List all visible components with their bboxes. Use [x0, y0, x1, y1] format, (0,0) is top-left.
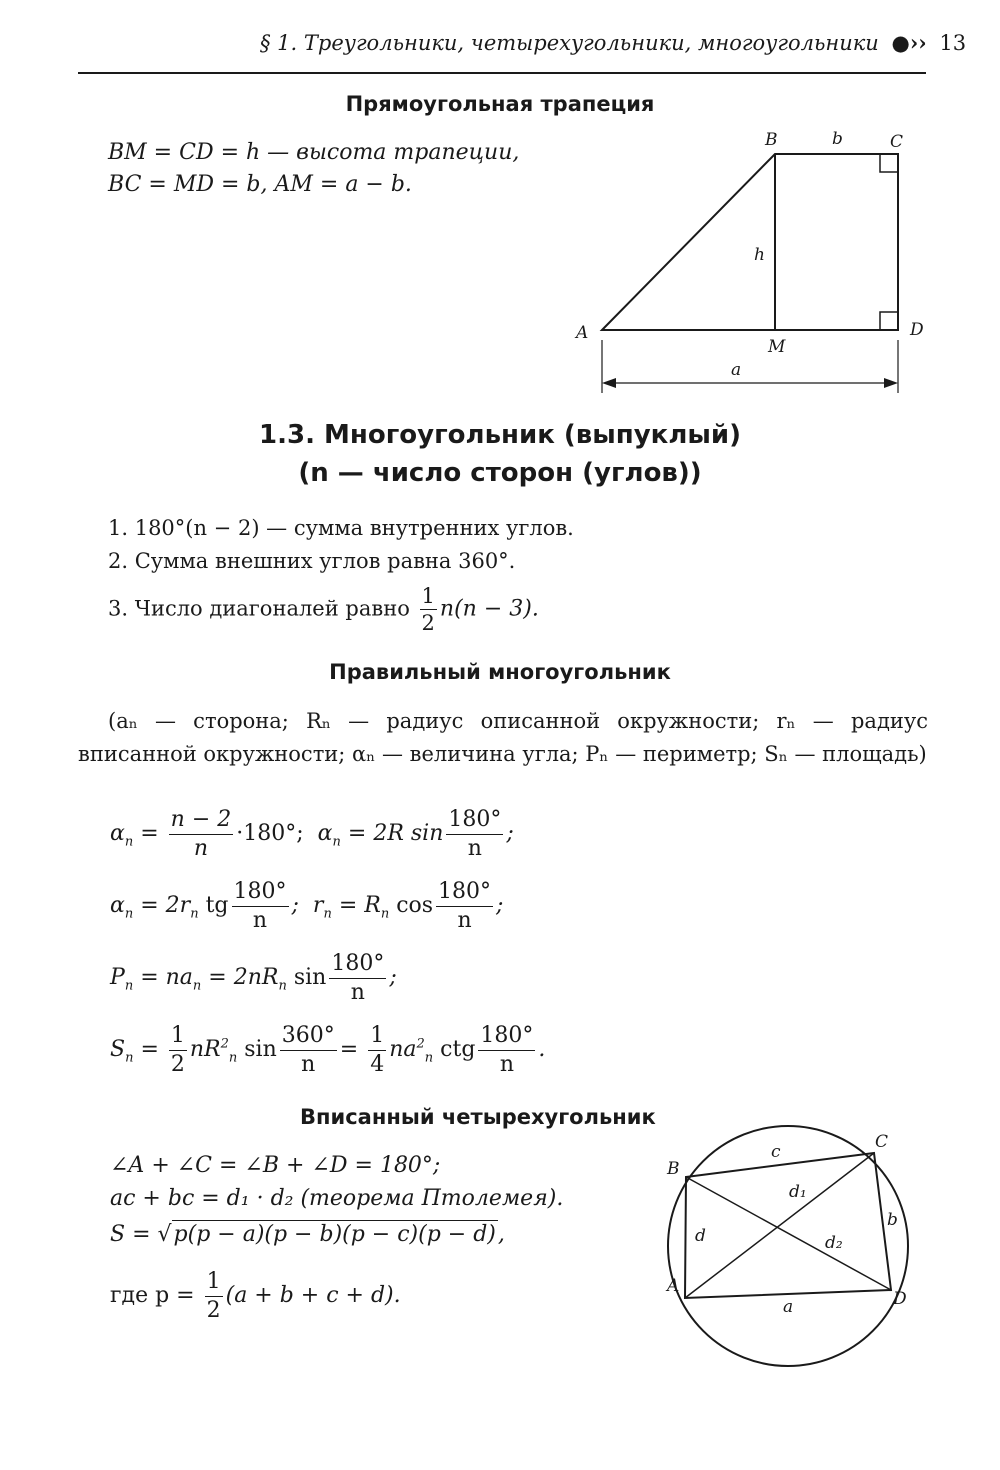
quad-label-B: B	[667, 1159, 680, 1179]
regular-polygon-description: (aₙ — сторона; Rₙ — радиус описанной окружности; rₙ — радиус вписанной окружности; αₙ — величина угла; Pₙ — периметр; Sₙ — площадь)	[78, 709, 928, 766]
f4-sin: sin	[244, 1037, 277, 1062]
list-item-3	[108, 583, 539, 637]
inscribed-quad-figure	[655, 1115, 925, 1380]
f4-frac1-den: 2	[170, 1051, 185, 1077]
f1-tail: ·180°;	[236, 821, 304, 846]
f4-a: S	[110, 1037, 126, 1062]
quad-label-a: a	[783, 1297, 794, 1317]
f2-d: r	[312, 893, 324, 918]
label-a: a	[731, 360, 742, 380]
f4-den-2: n	[499, 1051, 514, 1077]
f2-den: n	[252, 907, 268, 933]
f3-sin: sin	[293, 965, 327, 990]
page-number: 13	[939, 31, 967, 55]
quad-label-C: C	[875, 1132, 889, 1152]
f4-frac2-den: 4	[370, 1051, 385, 1077]
trapezoid-line-1: BM = CD = h — высота трапеции,	[108, 140, 520, 165]
f1-den: n	[193, 835, 209, 861]
quad-label-D: D	[893, 1289, 907, 1309]
alpha-symbol-3: α	[110, 893, 125, 918]
label-A: A	[576, 323, 589, 343]
f4-frac2-num: 1	[368, 1022, 386, 1051]
f4-num: 360°	[280, 1022, 337, 1051]
f2-e: = R	[338, 893, 381, 918]
quad-label-d: d	[695, 1226, 706, 1246]
area-prefix: S =	[110, 1222, 151, 1247]
alpha-symbol-2: α	[317, 821, 333, 846]
list-item-3-prefix: 3. Число диагоналей равно	[108, 596, 410, 621]
line4-den: 2	[206, 1297, 221, 1323]
quad-label-d1: d₁	[789, 1182, 807, 1202]
label-M: M	[768, 337, 786, 357]
header-rule	[78, 72, 926, 74]
trapezoid-outline	[602, 154, 898, 330]
f2-tg: tg	[205, 893, 229, 918]
f4-ctg: ctg	[440, 1037, 476, 1062]
f4-d: na	[389, 1037, 417, 1062]
quad-label-c: c	[771, 1142, 781, 1162]
quad-label-b: b	[887, 1210, 898, 1230]
f2-num: 180°	[232, 878, 289, 907]
list-item-2: 2. Сумма внешних углов равна 360°.	[108, 549, 516, 573]
label-D: D	[910, 320, 924, 340]
right-angle-mark-d	[880, 312, 898, 330]
f3-a: P	[110, 965, 125, 990]
arrowhead-right-icon	[884, 378, 898, 388]
quad-label-A: A	[667, 1276, 680, 1296]
f4-den: n	[301, 1051, 316, 1077]
inscribed-line-1: ∠A + ∠C = ∠B + ∠D = 180°;	[110, 1153, 441, 1178]
formula-area: $S_n$ = $\frac{1}{2}$ $nR^2_n$ sin $\frac{360^\circ}{n}$ = $\frac{1}{4}$ $na^2_n$ ctg $\frac{180^\circ}{n}$ .	[110, 1023, 546, 1077]
arrowhead-left-icon	[602, 378, 616, 388]
item3-frac-num: 1	[420, 583, 437, 610]
regular-polygon-heading: Правильный многоугольник	[329, 660, 671, 684]
circumscribed-circle	[668, 1126, 908, 1366]
f3-b: = na	[140, 965, 193, 990]
quadrilateral-outline	[685, 1153, 891, 1298]
f2-num-2: 180°	[436, 878, 493, 907]
trapezoid-figure	[560, 118, 940, 403]
inscribed-line-3: S = √p(p − a)(p − b)(p − c)(p − d),	[110, 1222, 505, 1247]
f3-den: n	[350, 979, 365, 1005]
sqrt-icon: √	[157, 1222, 172, 1247]
f2-b: = 2r	[140, 893, 191, 918]
f1b-mid: = 2R sin	[347, 821, 444, 846]
semi-perimeter-prefix: где p =	[110, 1283, 195, 1308]
inscribed-line-4	[110, 1268, 401, 1324]
label-b: b	[832, 129, 843, 149]
quad-label-d2: d₂	[825, 1233, 843, 1253]
list-item-1: 1. 180°(n − 2) — сумма внутренних углов.	[108, 516, 574, 540]
label-h: h	[754, 245, 765, 265]
formula-perimeter: $P_n = na_n = 2nR_n$ sin $\frac{180^\circ}{n}$ ;	[110, 951, 397, 1005]
f4-frac1-num: 1	[169, 1022, 187, 1051]
trapezoid-heading: Прямоугольная трапеция	[345, 92, 655, 116]
section-title-line-1: 1.3. Многоугольник (выпуклый)	[259, 420, 741, 450]
f1b-num: 180°	[446, 806, 503, 835]
label-B: B	[765, 130, 778, 150]
f1-num: n − 2	[169, 806, 234, 835]
f4-num-2: 180°	[478, 1022, 535, 1051]
diagonal-d1	[685, 1153, 874, 1298]
item3-frac-den: 2	[421, 611, 435, 636]
sqrt-body: p(p − a)(p − b)(p − c)(p − d)	[173, 1222, 496, 1247]
list-item-3-suffix: n(n − 3).	[439, 596, 539, 622]
f3-c: = 2nR	[208, 965, 279, 990]
formula-radii: $\alpha_n = 2r_n$ tg $\frac{180^\circ}{n}$ ; $r_n = R_n$ cos $\frac{180^\circ}{n}$ ;	[110, 879, 504, 933]
label-C: C	[890, 132, 904, 152]
line4-num: 1	[205, 1268, 223, 1297]
bullet-dots-icon: ●››	[891, 30, 927, 55]
f1b-den: n	[467, 835, 482, 861]
f3-num: 180°	[329, 950, 386, 979]
alpha-symbol: α	[110, 821, 125, 846]
trapezoid-line-2: BC = MD = b, AM = a − b.	[108, 172, 412, 197]
running-header	[260, 30, 967, 55]
inscribed-line-2: ac + bc = d₁ · d₂ (теорема Птолемея).	[110, 1186, 564, 1211]
running-header-title: § 1. Треугольники, четырехугольники, многоугольники	[260, 31, 879, 55]
f2-den-2: n	[457, 907, 472, 933]
inscribed-quad-heading: Вписанный четырехугольник	[300, 1105, 656, 1129]
semi-perimeter-suffix: (a + b + c + d).	[225, 1283, 401, 1308]
f4-b: nR	[189, 1037, 221, 1062]
formula-angle: $\alpha_n$ = $\frac{n - 2}{n}$ ·180°; $\alpha_n = 2R$ sin $\frac{180^\circ}{n}$ ;	[110, 807, 514, 861]
f2-cos: cos	[396, 893, 434, 918]
right-angle-mark-c	[880, 154, 898, 172]
section-title-line-2: (n — число сторон (углов))	[298, 458, 702, 488]
